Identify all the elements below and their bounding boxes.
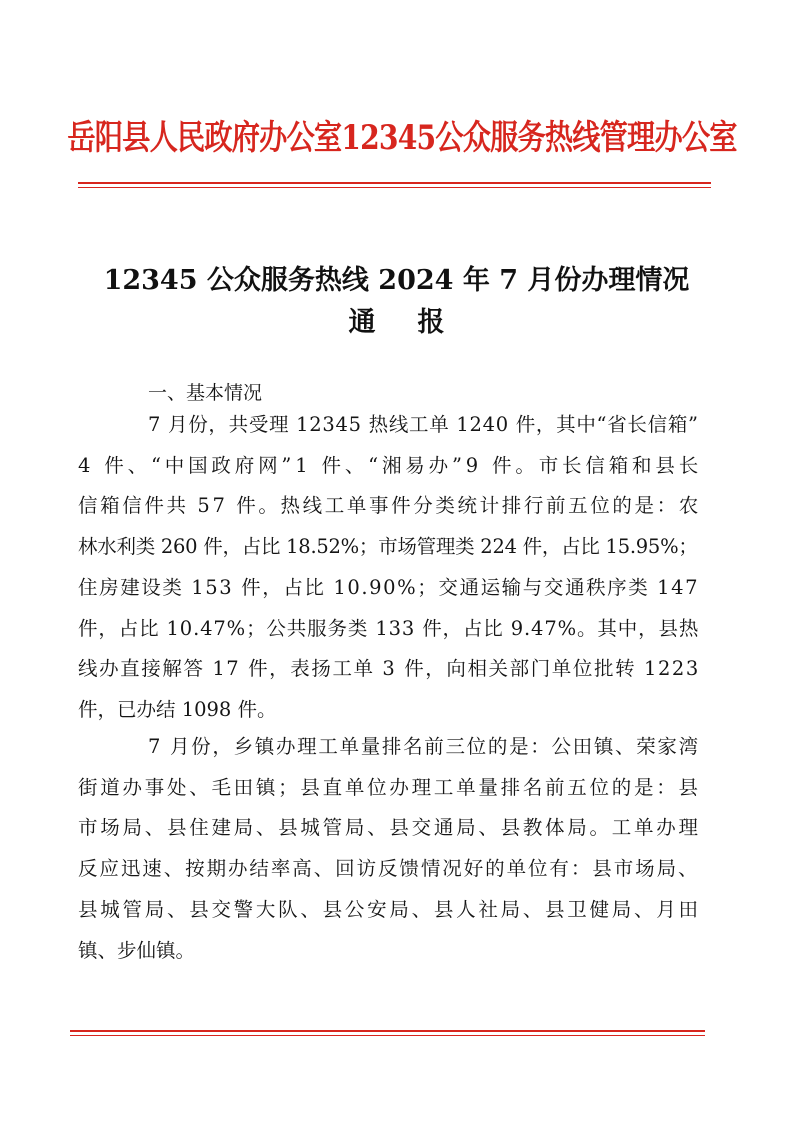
document-title-line1: 12345 公众服务热线 2024 年 7 月份办理情况 xyxy=(103,265,690,296)
footer-rule xyxy=(70,1030,705,1039)
paragraph1_lines-line: 住房建设类 153 件，占比 10.90%；交通运输与交通秩序类 147 xyxy=(78,575,700,599)
paragraph2_lines-line: 市场局、县住建局、县城管局、县交通局、县教体局。工单办理 xyxy=(78,816,701,840)
paragraph2_lines-line: 反应迅速、按期办结率高、回访反馈情况好的单位有：县市场局、 xyxy=(78,857,700,881)
rule-thin xyxy=(70,1035,705,1036)
rule-thin xyxy=(78,187,711,188)
paragraph2_lines-line: 镇、步仙镇。 xyxy=(78,938,196,962)
paragraph1_lines-line: 信箱信件共 57 件。热线工单事件分类统计排行前五位的是：农 xyxy=(78,494,701,518)
paragraph1_lines-line: 件，已办结 1098 件。 xyxy=(78,697,277,721)
section-heading: 一、基本情况 xyxy=(148,382,263,404)
rule-thick xyxy=(78,182,711,184)
paragraph1_lines-line: 林水利类 260 件，占比 18.52%；市场管理类 224 件，占比 15.95%； xyxy=(78,535,698,559)
letterhead: 岳阳县人民政府办公室12345公众服务热线管理办公室 xyxy=(67,118,737,158)
paragraph1_lines-line: 7 月份，共受理 12345 热线工单 1240 件，其中“省长信箱” xyxy=(148,413,699,436)
paragraph1_lines-line: 线办直接解答 17 件，表扬工单 3 件，向相关部门单位批转 1223 xyxy=(78,657,700,681)
letterhead-rule xyxy=(78,182,711,191)
rule-thick xyxy=(70,1030,705,1032)
paragraph1_lines-line: 件，占比 10.47%；公共服务类 133 件，占比 9.47%。其中，县热 xyxy=(78,616,700,640)
paragraph2_lines-line: 7 月份，乡镇办理工单量排名前三位的是：公田镇、荣家湾 xyxy=(148,735,700,758)
document-title-line2: 通报 xyxy=(348,307,487,338)
paragraph1_lines-line: 4 件、“中国政府网”1 件、“湘易办”9 件。市长信箱和县长 xyxy=(78,453,703,477)
paragraph2_lines-line: 街道办事处、毛田镇；县直单位办理工单量排名前五位的是：县 xyxy=(78,775,701,799)
paragraph2_lines-line: 县城管局、县交警大队、县公安局、县人社局、县卫健局、月田 xyxy=(78,897,701,921)
